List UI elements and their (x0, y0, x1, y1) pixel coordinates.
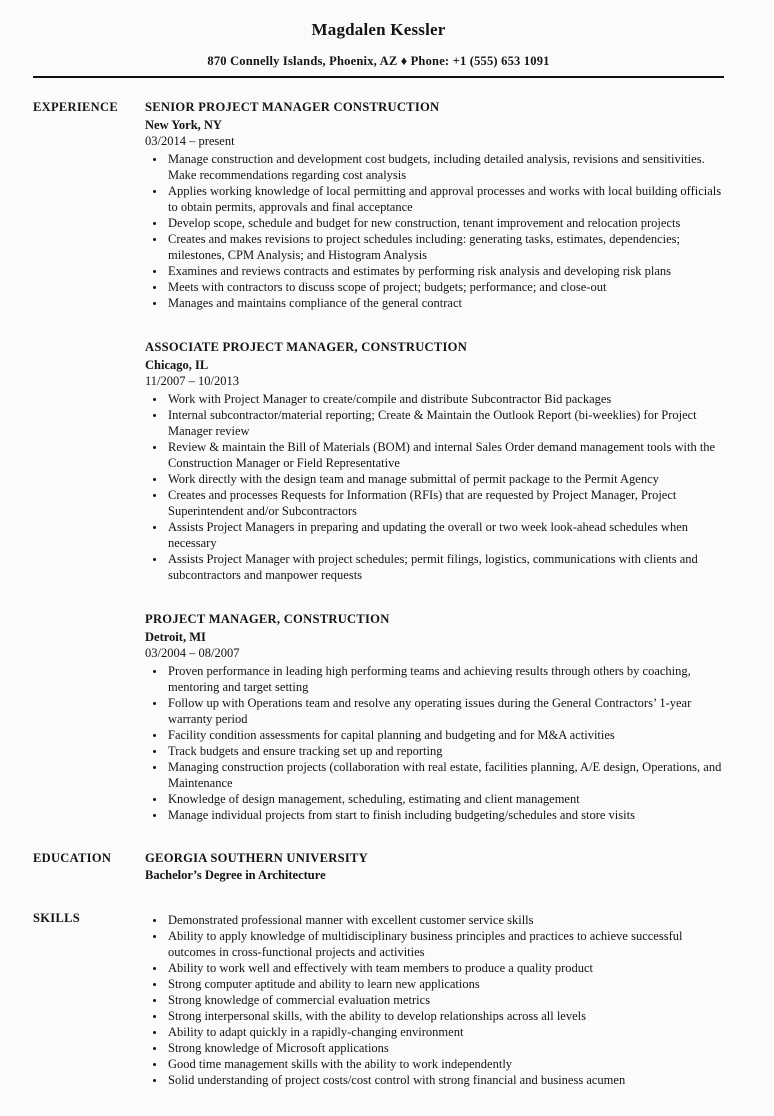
skill-bullet: • Strong knowledge of Microsoft applications (166, 1040, 724, 1056)
experience-section (33, 99, 724, 823)
job-bullet: • Creates and processes Requests for Information (RFIs) that are requested by Project Manager, Project Superintendent and/or Subcontractors (166, 487, 724, 519)
skill-bullet: • Ability to adapt quickly in a rapidly-changing environment (166, 1024, 724, 1040)
job-bullet: • Managing construction projects (collaboration with real estate, facilities planning, A/E design, Operations, and Maintenance (166, 759, 724, 791)
job-bullet: • Examines and reviews contracts and estimates by performing risk analysis and developing risk plans (166, 263, 724, 279)
job-bullet: • Manages and maintains compliance of the general contract (166, 295, 724, 311)
section-label-education: EDUCATION (33, 851, 112, 865)
job-bullet: • Knowledge of design management, scheduling, estimating and client management (166, 791, 724, 807)
experience-content (145, 99, 724, 823)
contact-line: 870 Connelly Islands, Phoenix, AZ ♦ Phone: +1 (555) 653 1091 (207, 54, 550, 68)
section-label-skills: SKILLS (33, 911, 80, 925)
job-title: ASSOCIATE PROJECT MANAGER, CONSTRUCTION (145, 340, 468, 354)
job-location: Chicago, IL (145, 358, 209, 372)
job-bullet-list (145, 391, 724, 583)
job-bullet: • Creates and makes revisions to project schedules including: generating tasks, estimates, dependencies; milestones, CPM Analysis; and Histogram Analysis (166, 231, 724, 263)
candidate-name: Magdalen Kessler (311, 20, 446, 39)
job-bullet: • Work with Project Manager to create/compile and distribute Subcontractor Bid packages (166, 391, 724, 407)
skill-bullet: • Strong knowledge of commercial evaluation metrics (166, 992, 724, 1008)
resume-header (33, 20, 724, 78)
header-divider (33, 76, 724, 78)
job-bullet: • Manage construction and development cost budgets, including detailed analysis, revisions and sensitivities. Make recommendations regarding cost analysis (166, 151, 724, 183)
job-bullet: • Internal subcontractor/material reporting; Create & Maintain the Outlook Report (bi-weeklies) for Project Manager review (166, 407, 724, 439)
job-bullet: • Facility condition assessments for capital planning and budgeting and for M&A activities (166, 727, 724, 743)
skill-bullet: • Strong interpersonal skills, with the ability to develop relationships across all levels (166, 1008, 724, 1024)
education-degree: Bachelor’s Degree in Architecture (145, 868, 326, 882)
job-dates: 03/2004 – 08/2007 (145, 646, 240, 660)
job-bullet: • Assists Project Manager with project schedules; permit filings, logistics, communications with clients and subcontractors and manpower requests (166, 551, 724, 583)
job-bullet: • Meets with contractors to discuss scope of project; budgets; performance; and close-out (166, 279, 724, 295)
job-bullet: • Manage individual projects from start to finish including budgeting/schedules and store visits (166, 807, 724, 823)
education-content (145, 850, 724, 884)
job-dates: 11/2007 – 10/2013 (145, 374, 239, 388)
job-bullet-list (145, 663, 724, 823)
skill-bullet: • Ability to work well and effectively with team members to produce a quality product (166, 960, 724, 976)
job-entry-project-manager (145, 611, 724, 823)
skill-bullet: • Solid understanding of project costs/cost control with strong financial and business acumen (166, 1072, 724, 1088)
job-title: PROJECT MANAGER, CONSTRUCTION (145, 612, 390, 626)
job-bullet: • Work directly with the design team and manage submittal of permit package to the Permit Agency (166, 471, 724, 487)
job-bullet: • Assists Project Managers in preparing and updating the overall or two week look-ahead schedules when necessary (166, 519, 724, 551)
education-school: GEORGIA SOUTHERN UNIVERSITY (145, 851, 368, 865)
skills-bullet-list (145, 912, 724, 1088)
job-location: New York, NY (145, 118, 222, 132)
job-title: SENIOR PROJECT MANAGER CONSTRUCTION (145, 100, 440, 114)
job-bullet: • Proven performance in leading high performing teams and achieving results through others by coaching, mentoring and target setting (166, 663, 724, 695)
job-bullet: • Track budgets and ensure tracking set up and reporting (166, 743, 724, 759)
skill-bullet: • Good time management skills with the ability to work independently (166, 1056, 724, 1072)
skill-bullet: • Ability to apply knowledge of multidisciplinary business principles and practices to achieve successful outcomes in cross-functional projects and activities (166, 928, 724, 960)
skills-content (145, 910, 724, 1088)
job-dates: 03/2014 – present (145, 134, 235, 148)
job-entry-associate-project-manager (145, 339, 724, 583)
job-location: Detroit, MI (145, 630, 206, 644)
skill-bullet: • Demonstrated professional manner with excellent customer service skills (166, 912, 724, 928)
job-bullet: • Follow up with Operations team and resolve any operating issues during the General Contractors’ 1-year warranty period (166, 695, 724, 727)
job-bullet: • Review & maintain the Bill of Materials (BOM) and internal Sales Order demand management tools with the Construction Manager or Field Representative (166, 439, 724, 471)
job-bullet: • Applies working knowledge of local permitting and approval processes and works with local building officials to obtain permits, approvals and final acceptance (166, 183, 724, 215)
skills-section (33, 910, 724, 1088)
job-bullet: • Develop scope, schedule and budget for new construction, tenant improvement and relocation projects (166, 215, 724, 231)
job-entry-senior-project-manager (145, 99, 724, 311)
education-section (33, 850, 724, 884)
skill-bullet: • Strong computer aptitude and ability to learn new applications (166, 976, 724, 992)
section-label-experience: EXPERIENCE (33, 100, 118, 114)
job-bullet-list (145, 151, 724, 311)
